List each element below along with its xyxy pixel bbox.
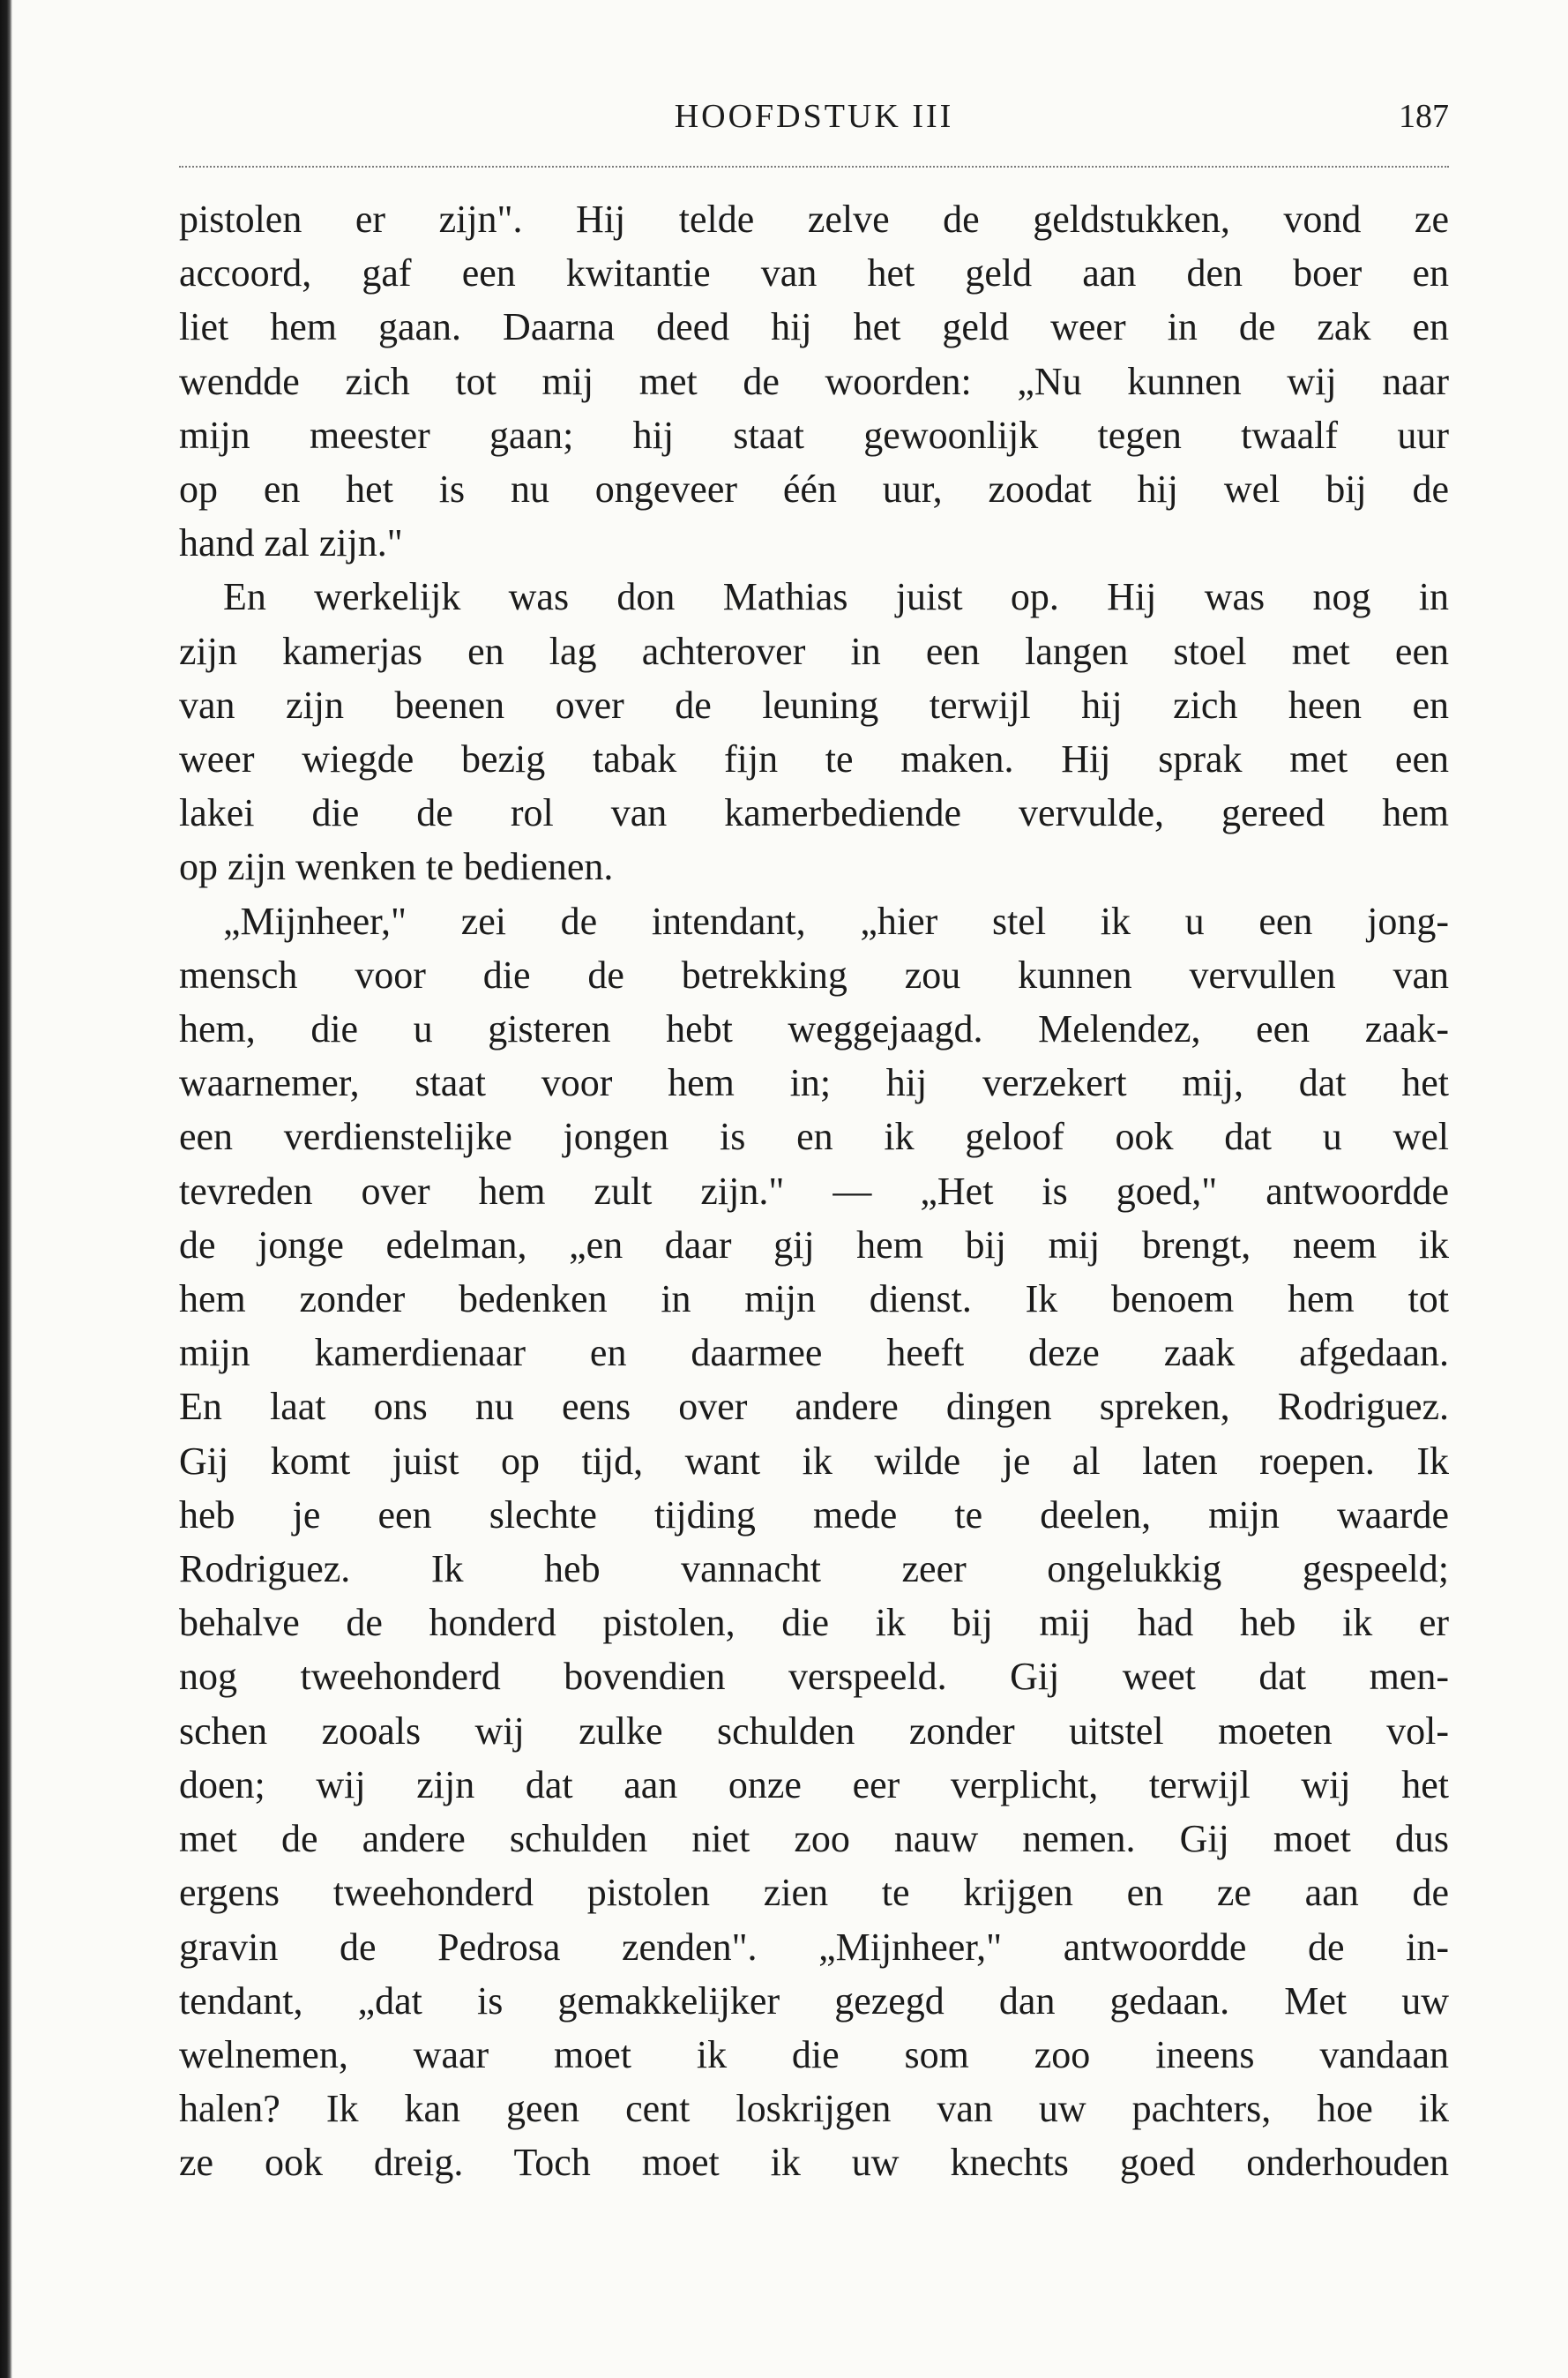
page-number: 187 xyxy=(1399,98,1449,135)
text-line: behalve de honderd pistolen, die ik bij mij had heb ik er xyxy=(179,1601,1449,1645)
text-line: waarnemer, staat voor hem in; hij verzekert mij, dat het xyxy=(179,1061,1449,1105)
text-line: de jonge edelman, „en daar gij hem bij mij brengt, neem ik xyxy=(179,1223,1449,1267)
text-line: Rodriguez. Ik heb vannacht zeer ongelukkig gespeeld; xyxy=(179,1547,1449,1591)
text-line: mijn kamerdienaar en daarmee heeft deze zaak afgedaan. xyxy=(179,1331,1449,1375)
text-line: van zijn beenen over de leuning terwijl hij zich heen en xyxy=(179,683,1449,727)
text-line: „Mijnheer," zei de intendant, „hier stel ik u een jong- xyxy=(223,899,1449,943)
text-line: liet hem gaan. Daarna deed hij het geld weer in de zak en xyxy=(179,305,1449,349)
text-line: tevreden over hem zult zijn." — „Het is goed," antwoordde xyxy=(179,1169,1449,1213)
text-line: nog tweehonderd bovendien verspeeld. Gij weet dat men- xyxy=(179,1655,1449,1699)
scan-binding-edge xyxy=(0,0,12,2378)
text-line: pistolen er zijn". Hij telde zelve de geldstukken, vond ze xyxy=(179,198,1449,241)
text-line: mijn meester gaan; hij staat gewoonlijk tegen twaalf uur xyxy=(179,413,1449,457)
text-line: En werkelijk was don Mathias juist op. Hij was nog in xyxy=(223,575,1449,619)
running-header xyxy=(179,97,1449,143)
header-dotted-rule xyxy=(179,166,1449,168)
text-line: schen zooals wij zulke schulden zonder uitstel moeten vol- xyxy=(179,1709,1449,1753)
text-line: accoord, gaf een kwitantie van het geld aan den boer en xyxy=(179,251,1449,295)
text-line: tendant, „dat is gemakkelijker gezegd dan gedaan. Met uw xyxy=(179,1978,1449,2023)
text-line: welnemen, waar moet ik die som zoo ineens vandaan xyxy=(179,2032,1449,2076)
body-text xyxy=(179,192,1449,2190)
text-line: ergens tweehonderd pistolen zien te krijgen en ze aan de xyxy=(179,1871,1449,1915)
text-line: wendde zich tot mij met de woorden: „Nu kunnen wij naar xyxy=(179,359,1449,403)
text-line: op zijn wenken te bedienen. xyxy=(179,845,614,889)
text-line: halen? Ik kan geen cent loskrijgen van uw pachters, hoe ik xyxy=(179,2087,1449,2131)
text-line: mensch voor die de betrekking zou kunnen vervullen van xyxy=(179,953,1449,997)
text-line: hem, die u gisteren hebt weggejaagd. Melendez, een zaak- xyxy=(179,1007,1449,1051)
chapter-title: HOOFDSTUK III xyxy=(674,98,954,135)
text-line: ze ook dreig. Toch moet ik uw knechts goed onderhouden xyxy=(179,2141,1449,2185)
text-line: een verdienstelijke jongen is en ik geloof ook dat u wel xyxy=(179,1115,1449,1159)
text-line: En laat ons nu eens over andere dingen spreken, Rodriguez. xyxy=(179,1385,1449,1429)
text-line: hand zal zijn." xyxy=(179,521,403,565)
text-line: hem zonder bedenken in mijn dienst. Ik benoem hem tot xyxy=(179,1277,1449,1321)
text-line: weer wiegde bezig tabak fijn te maken. Hij sprak met een xyxy=(179,737,1449,781)
text-line: op en het is nu ongeveer één uur, zoodat hij wel bij de xyxy=(179,467,1449,512)
text-line: heb je een slechte tijding mede te deelen, mijn waarde xyxy=(179,1492,1449,1537)
book-page xyxy=(179,97,1449,2190)
text-line: met de andere schulden niet zoo nauw nemen. Gij moet dus xyxy=(179,1817,1449,1861)
text-line: Gij komt juist op tijd, want ik wilde je al laten roepen. Ik xyxy=(179,1439,1449,1483)
text-line: doen; wij zijn dat aan onze eer verplicht, terwijl wij het xyxy=(179,1762,1449,1806)
text-line: zijn kamerjas en lag achterover in een langen stoel met een xyxy=(179,629,1449,673)
text-line: gravin de Pedrosa zenden". „Mijnheer," antwoordde de in- xyxy=(179,1925,1449,1969)
text-line: lakei die de rol van kamerbediende vervulde, gereed hem xyxy=(179,791,1449,835)
